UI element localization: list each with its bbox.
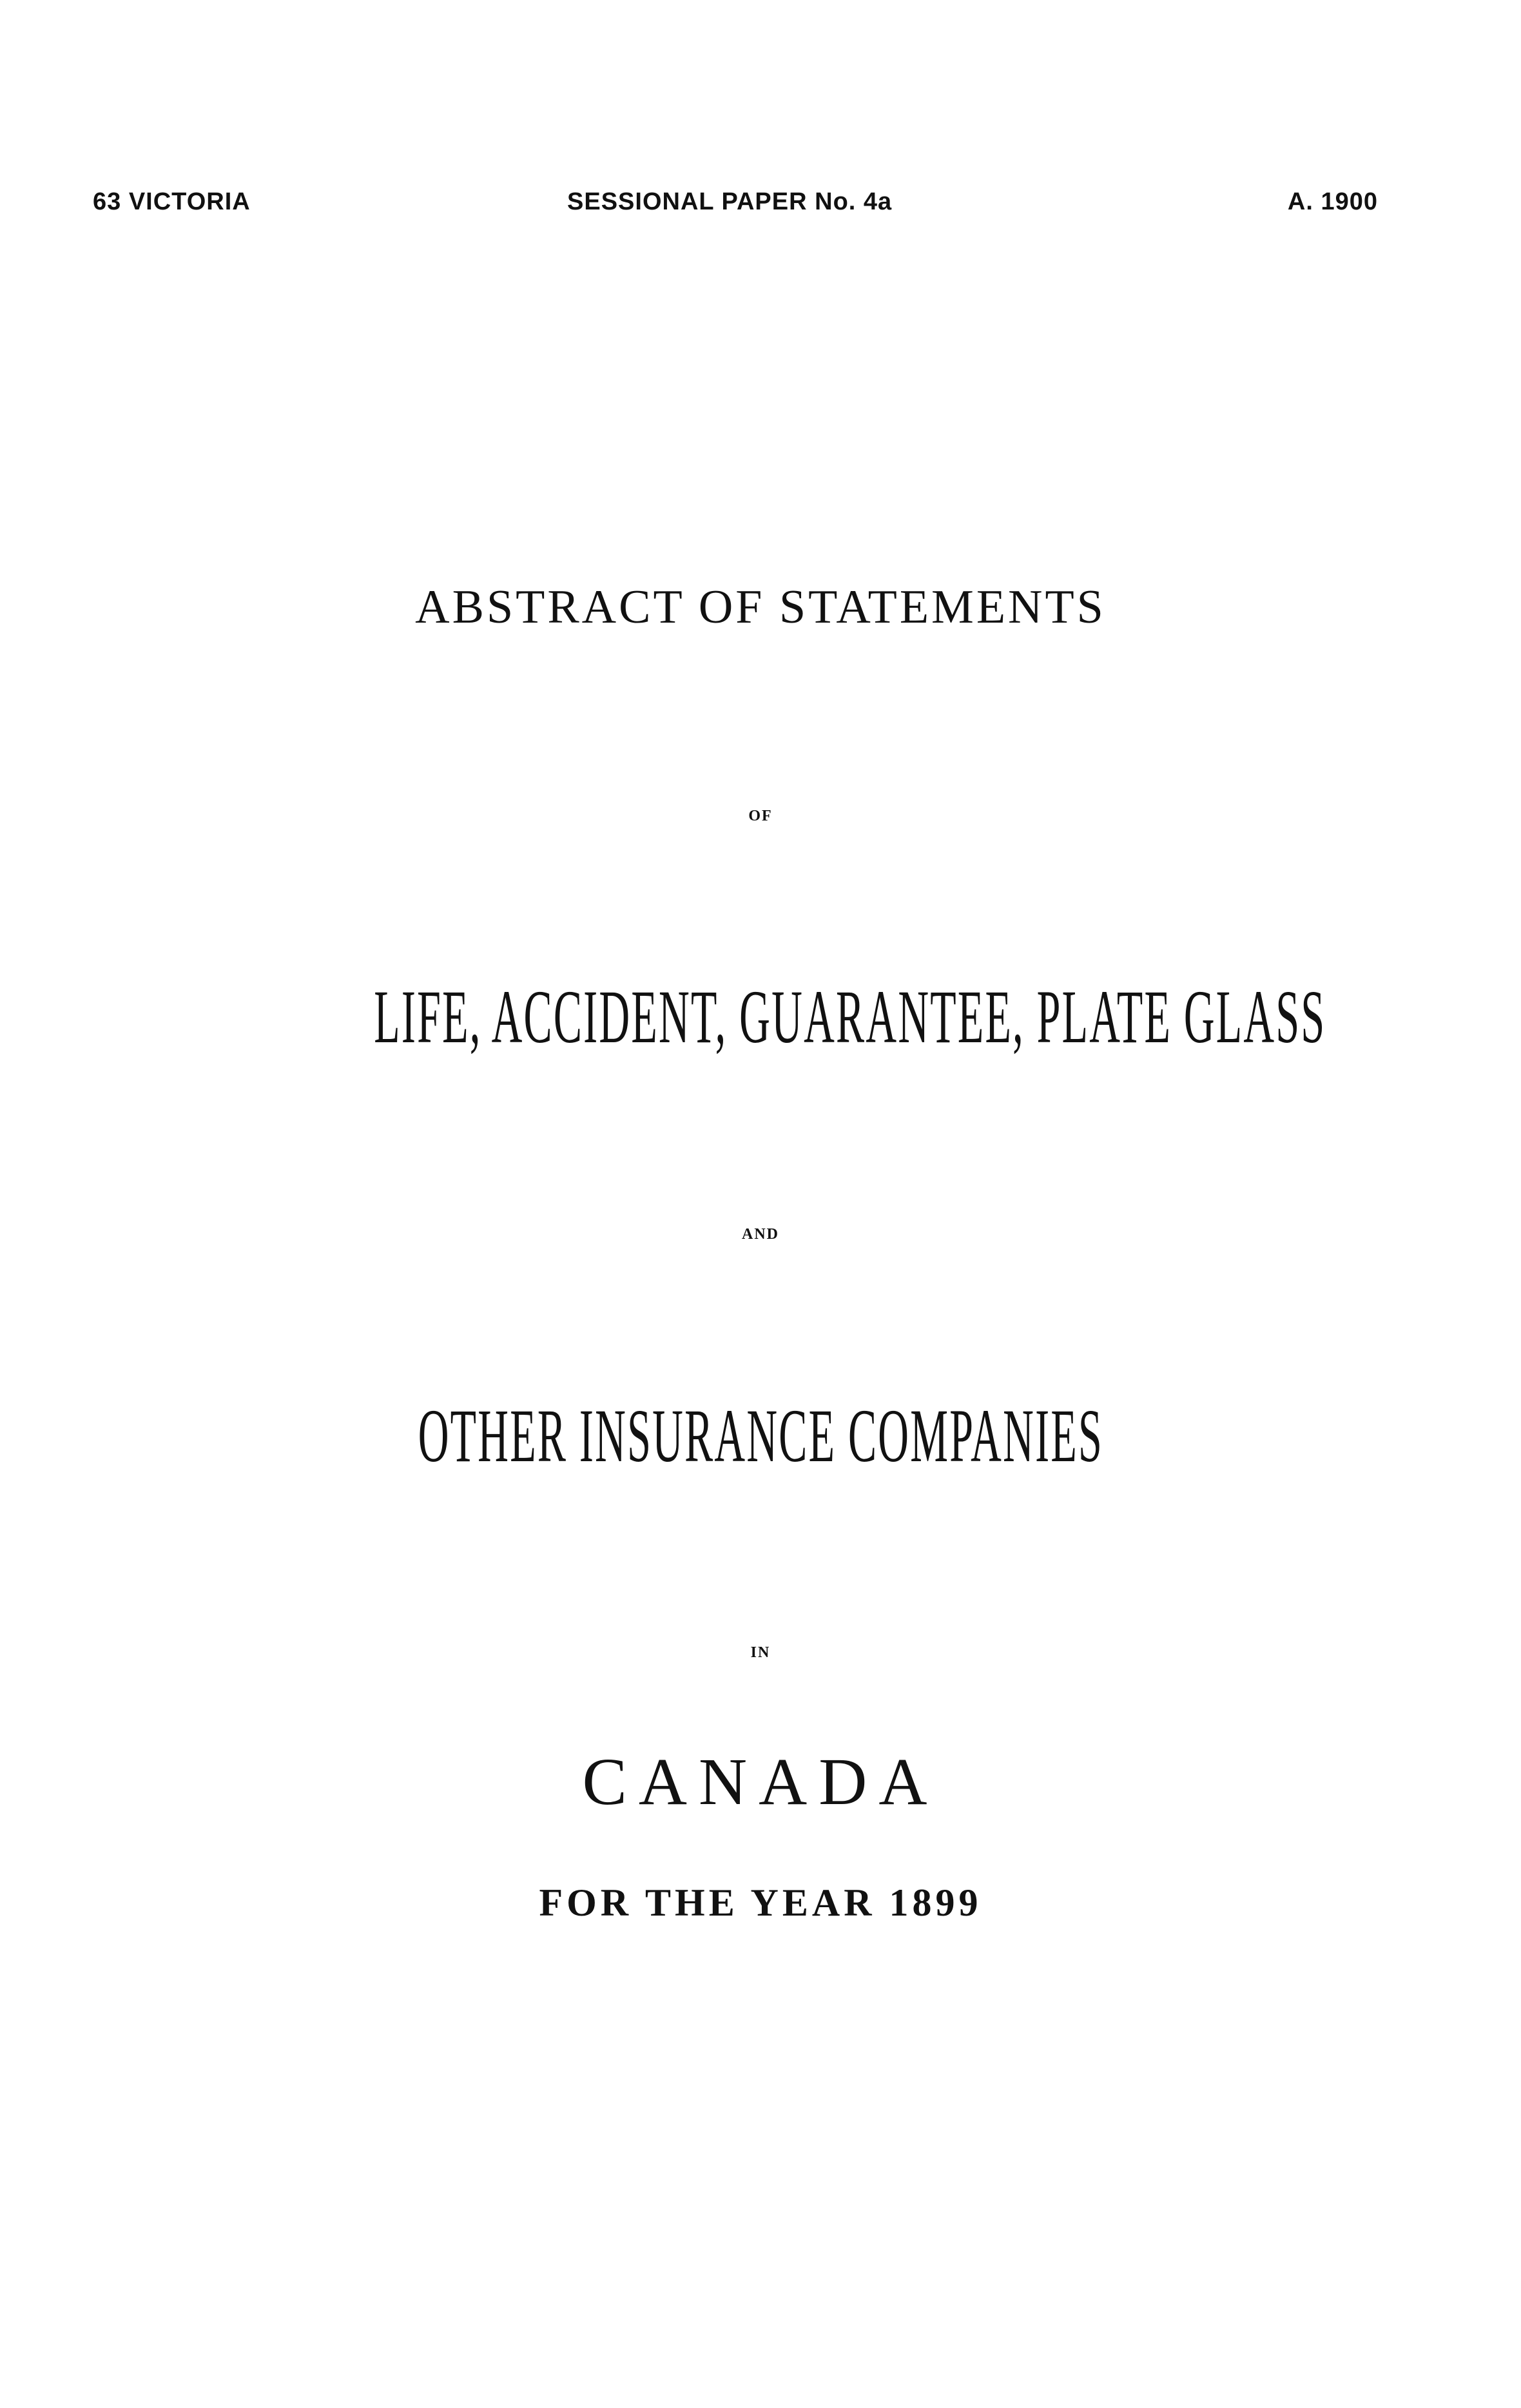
title-abstract-of-statements: ABSTRACT OF STATEMENTS [415,581,1106,634]
title-other-companies-line [0,1392,1521,1480]
title-insurance-types-text: LIFE, ACCIDENT, GUARANTEE, PLATE GLASS [374,975,1326,1059]
title-insurance-types-line [0,973,1521,1061]
title-connector-of: OF [748,808,773,824]
title-country: CANADA [582,1745,939,1819]
page-header [0,188,1521,227]
title-connector-in: IN [750,1644,771,1661]
header-regnal-year: 63 VICTORIA [93,188,251,215]
title-year-line: FOR THE YEAR 1899 [539,1881,982,1924]
header-sessional-paper: SESSIONAL PAPER No. 4a [567,188,893,215]
title-other-companies-text: OTHER INSURANCE COMPANIES [418,1393,1103,1478]
title-connector-and: AND [742,1226,779,1243]
header-year: A. 1900 [1287,188,1378,215]
